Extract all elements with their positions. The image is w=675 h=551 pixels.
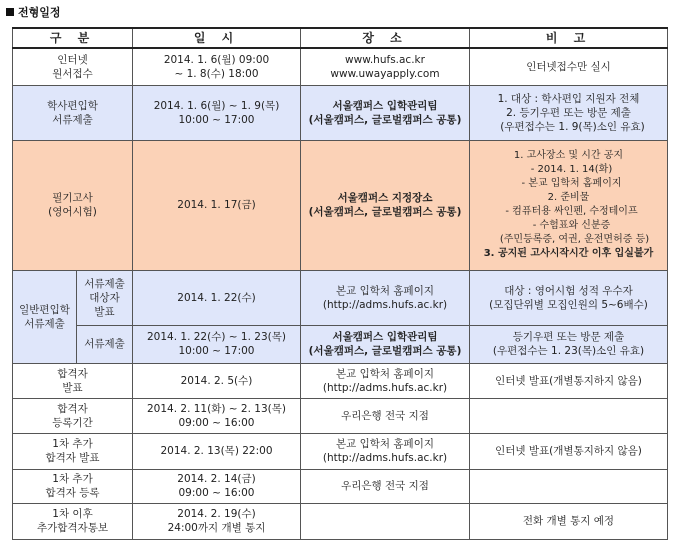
table-row — [13, 433, 668, 469]
row-remarks: 1. 대상 : 학사편입 지원자 전체 2. 등기우편 또는 방문 제출 (우편접수는 1. 9(목)소인 유효) — [470, 85, 668, 140]
row-remarks: 1. 고사장소 및 시간 공지 - 2014. 1. 14(화) - 본교 입학처 홈페이지 2. 준비물 - 컴퓨터용 싸인펜, 수정테이프 - 수험표와 신분증 (주민등록증, 여권, 운전면허증 등) 3. 공지된 고사시작시간 이후 입실불가 — [470, 140, 668, 270]
row-place: 본교 입학처 홈페이지 (http://adms.hufs.ac.kr) — [301, 363, 470, 398]
row-category: 학사편입학 서류제출 — [13, 85, 133, 140]
row-place: 우리은행 전국 지점 — [301, 469, 470, 503]
table-row — [13, 469, 668, 503]
table-row — [13, 363, 668, 398]
row-place: 서울캠퍼스 입학관리팀 (서울캠퍼스, 글로벌캠퍼스 공통) — [301, 85, 470, 140]
row-date: 2014. 2. 5(수) — [133, 363, 301, 398]
heading-text: 전형일정 — [18, 6, 61, 19]
row-remarks: 대상 : 영어시험 성적 우수자 (모집단위별 모집인원의 5~6배수) — [470, 270, 668, 325]
header-row — [13, 28, 668, 48]
row-place: 본교 입학처 홈페이지 (http://adms.hufs.ac.kr) — [301, 433, 470, 469]
row-remarks: 인터넷 발표(개별통지하지 않음) — [470, 433, 668, 469]
row-date: 2014. 2. 13(목) 22:00 — [133, 433, 301, 469]
schedule-table — [12, 27, 668, 540]
row-category: 합격자 등록기간 — [13, 398, 133, 433]
square-bullet-icon — [6, 8, 14, 16]
row-remarks: 인터넷 발표(개별통지하지 않음) — [470, 363, 668, 398]
row-category: 필기고사 (영어시험) — [13, 140, 133, 270]
col-remarks: 비 고 — [470, 28, 668, 48]
table-row — [13, 270, 668, 325]
row-date: 2014. 2. 19(수) 24:00까지 개별 통지 — [133, 503, 301, 539]
row-remarks: 등기우편 또는 방문 제출 (우편접수는 1. 23(목)소인 유효) — [470, 325, 668, 363]
row-category: 인터넷 원서접수 — [13, 48, 133, 85]
row-place: 우리은행 전국 지점 — [301, 398, 470, 433]
row-date: 2014. 2. 11(화) ~ 2. 13(목) 09:00 ~ 16:00 — [133, 398, 301, 433]
section-heading — [6, 4, 61, 20]
row-date: 2014. 1. 17(금) — [133, 140, 301, 270]
row-date: 2014. 1. 22(수) ~ 1. 23(목) 10:00 ~ 17:00 — [133, 325, 301, 363]
row-subcategory: 서류제출 — [77, 325, 133, 363]
table-row — [13, 85, 668, 140]
table-row — [13, 503, 668, 539]
row-remarks: 인터넷접수만 실시 — [470, 48, 668, 85]
row-place: 서울캠퍼스 지정장소 (서울캠퍼스, 글로벌캠퍼스 공통) — [301, 140, 470, 270]
row-place: www.hufs.ac.kr www.uwayapply.com — [301, 48, 470, 85]
row-category: 1차 추가 합격자 발표 — [13, 433, 133, 469]
row-category: 1차 추가 합격자 등록 — [13, 469, 133, 503]
col-date: 일 시 — [133, 28, 301, 48]
row-subcategory: 서류제출 대상자 발표 — [77, 270, 133, 325]
table-row — [13, 325, 668, 363]
row-remarks: 전화 개별 통지 예정 — [470, 503, 668, 539]
col-category: 구 분 — [13, 28, 133, 48]
table-row — [13, 140, 668, 270]
row-remarks — [470, 469, 668, 503]
row-category: 1차 이후 추가합격자통보 — [13, 503, 133, 539]
col-place: 장 소 — [301, 28, 470, 48]
row-category: 일반편입학 서류제출 — [13, 270, 77, 363]
row-category: 합격자 발표 — [13, 363, 133, 398]
table-row — [13, 398, 668, 433]
row-place: 서울캠퍼스 입학관리팀 (서울캠퍼스, 글로벌캠퍼스 공통) — [301, 325, 470, 363]
row-place — [301, 503, 470, 539]
row-remarks — [470, 398, 668, 433]
row-date: 2014. 2. 14(금) 09:00 ~ 16:00 — [133, 469, 301, 503]
row-place: 본교 입학처 홈페이지 (http://adms.hufs.ac.kr) — [301, 270, 470, 325]
row-date: 2014. 1. 22(수) — [133, 270, 301, 325]
table-row — [13, 48, 668, 85]
row-date: 2014. 1. 6(월) ~ 1. 9(목) 10:00 ~ 17:00 — [133, 85, 301, 140]
row-date: 2014. 1. 6(월) 09:00 ~ 1. 8(수) 18:00 — [133, 48, 301, 85]
